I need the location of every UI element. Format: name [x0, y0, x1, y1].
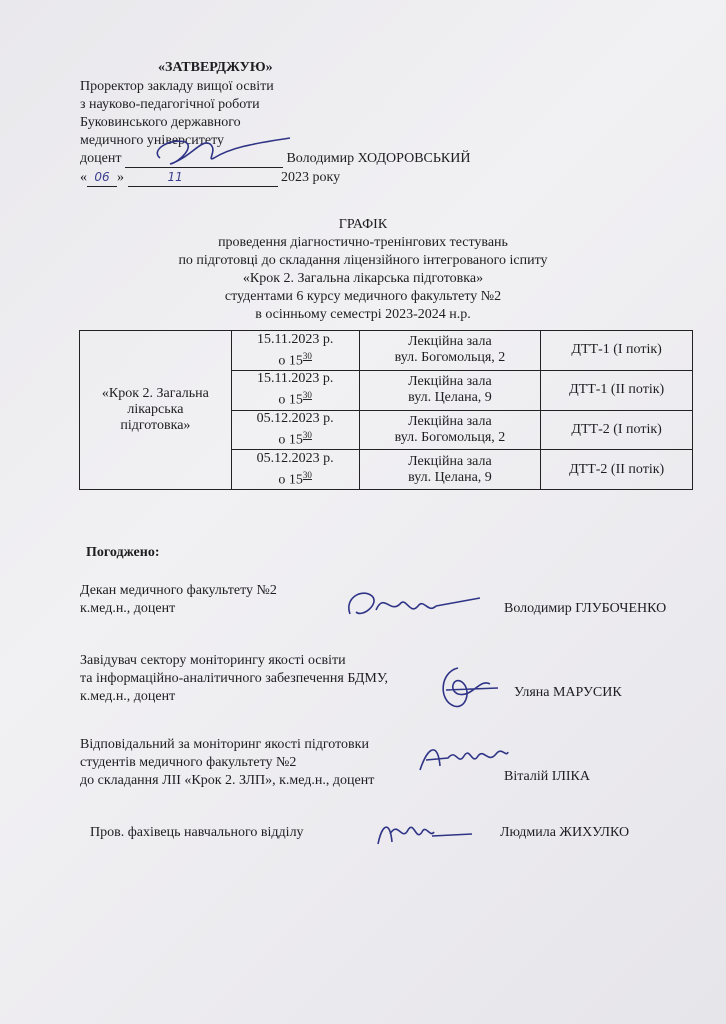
- monitoring-block: [80, 652, 388, 706]
- time-text: [236, 467, 355, 489]
- dean-line-1: Декан медичного факультету №2: [80, 583, 277, 598]
- agreed-title: Погоджено:: [86, 545, 160, 560]
- time-text: [236, 427, 355, 449]
- date-cell: [231, 331, 359, 371]
- time-minutes: 30: [302, 390, 312, 401]
- monitor-signature: [428, 660, 508, 714]
- date-text: 15.11.2023 р.: [256, 371, 334, 387]
- specialist-name: Людмила ЖИХУЛКО: [500, 825, 630, 840]
- heading-title: ГРАФІК: [338, 217, 388, 232]
- group-cell: ДТТ-2 (ІІ потік): [541, 450, 693, 490]
- approval-day: 06: [87, 168, 117, 187]
- time-hour: о 15: [278, 353, 303, 369]
- dean-block: [80, 582, 277, 618]
- address-text: вул. Целана, 9: [408, 390, 492, 406]
- responsible-signature: [412, 736, 512, 780]
- address-text: вул. Целана, 9: [408, 469, 492, 485]
- time-hour: о 15: [278, 392, 303, 408]
- resp-line-2: студентів медичного факультету №2: [80, 755, 297, 770]
- dean-name: Володимир ГЛУБОЧЕНКО: [504, 601, 667, 616]
- approval-month: 11: [128, 168, 278, 187]
- dean-signature: [340, 584, 490, 628]
- monitor-line-2: та інформаційно-аналітичного забезпечення БДМУ,: [80, 671, 388, 686]
- dean-line-2: к.мед.н., доцент: [80, 601, 176, 616]
- specialist-line: Пров. фахівець навчального відділу: [90, 825, 304, 840]
- date-cell: [231, 450, 359, 490]
- time-text: [236, 348, 355, 370]
- heading-line-2: по підготовці до складання ліцензійного інтегрованого іспиту: [178, 253, 548, 268]
- approval-position: доцент: [80, 151, 122, 166]
- date-quote-close: »: [117, 170, 124, 185]
- heading-line-1: проведення діагностично-тренінгових тестувань: [218, 235, 508, 250]
- address-text: вул. Богомольця, 2: [394, 350, 506, 366]
- time-minutes: 30: [302, 430, 312, 441]
- date-text: 15.11.2023 р.: [256, 331, 334, 347]
- approval-year: 2023 року: [281, 170, 341, 185]
- place-cell: [359, 410, 541, 450]
- document-heading: [0, 216, 726, 324]
- time-minutes: 30: [302, 350, 312, 361]
- place-cell: [359, 331, 541, 371]
- address-text: вул. Богомольця, 2: [394, 429, 506, 445]
- group-cell: ДТТ-1 (ІІ потік): [541, 370, 693, 410]
- time-text: [236, 387, 355, 409]
- time-hour: о 15: [278, 472, 303, 488]
- heading-line-3: «Крок 2. Загальна лікарська підготовка»: [242, 271, 484, 286]
- place-text: Лекційна зала: [408, 453, 492, 469]
- exam-line-2: лікарська: [127, 402, 184, 417]
- specialist-signature: [368, 814, 478, 854]
- exam-line-1: «Крок 2. Загальна: [101, 386, 209, 401]
- schedule-table: [79, 330, 693, 490]
- approval-title: «ЗАТВЕРДЖУЮ»: [158, 60, 273, 75]
- date-text: 05.12.2023 р.: [256, 450, 334, 466]
- heading-line-4: студентами 6 курсу медичного факультету №2: [224, 289, 502, 304]
- group-cell: ДТТ-2 (І потік): [541, 410, 693, 450]
- monitor-name: Уляна МАРУСИК: [514, 685, 622, 700]
- date-text: 05.12.2023 р.: [256, 411, 334, 427]
- approval-name: Володимир ХОДОРОВСЬКИЙ: [286, 151, 471, 166]
- date-cell: [231, 370, 359, 410]
- approval-line-3: Буковинського державного: [80, 115, 241, 130]
- monitor-line-3: к.мед.н., доцент: [80, 689, 176, 704]
- approval-line-2: з науково-педагогічної роботи: [80, 97, 260, 112]
- heading-line-5: в осінньому семестрі 2023-2024 н.р.: [255, 307, 471, 322]
- date-cell: [231, 410, 359, 450]
- time-minutes: 30: [302, 469, 312, 480]
- approval-signature: [140, 128, 310, 178]
- place-text: Лекційна зала: [408, 374, 492, 390]
- responsible-block: [80, 736, 374, 790]
- approval-line-1: Проректор закладу вищої освіти: [80, 79, 274, 94]
- date-quote-open: «: [80, 170, 87, 185]
- time-hour: о 15: [278, 432, 303, 448]
- group-cell: ДТТ-1 (І потік): [541, 331, 693, 371]
- resp-line-3: до складання ЛІІ «Крок 2. ЗЛП», к.мед.н., доцент: [80, 773, 375, 788]
- resp-line-1: Відповідальний за моніторинг якості підготовки: [80, 737, 369, 752]
- table-row: [80, 331, 693, 371]
- resp-name: Віталій ІЛІКА: [504, 769, 590, 784]
- place-text: Лекційна зала: [408, 334, 492, 350]
- place-text: Лекційна зала: [408, 413, 492, 429]
- monitor-line-1: Завідувач сектору моніторингу якості освіти: [80, 653, 346, 668]
- place-cell: [359, 370, 541, 410]
- place-cell: [359, 450, 541, 490]
- approval-line-4: медичного університету: [80, 133, 225, 148]
- exam-line-3: підготовка»: [120, 418, 191, 433]
- exam-name-cell: [80, 331, 232, 490]
